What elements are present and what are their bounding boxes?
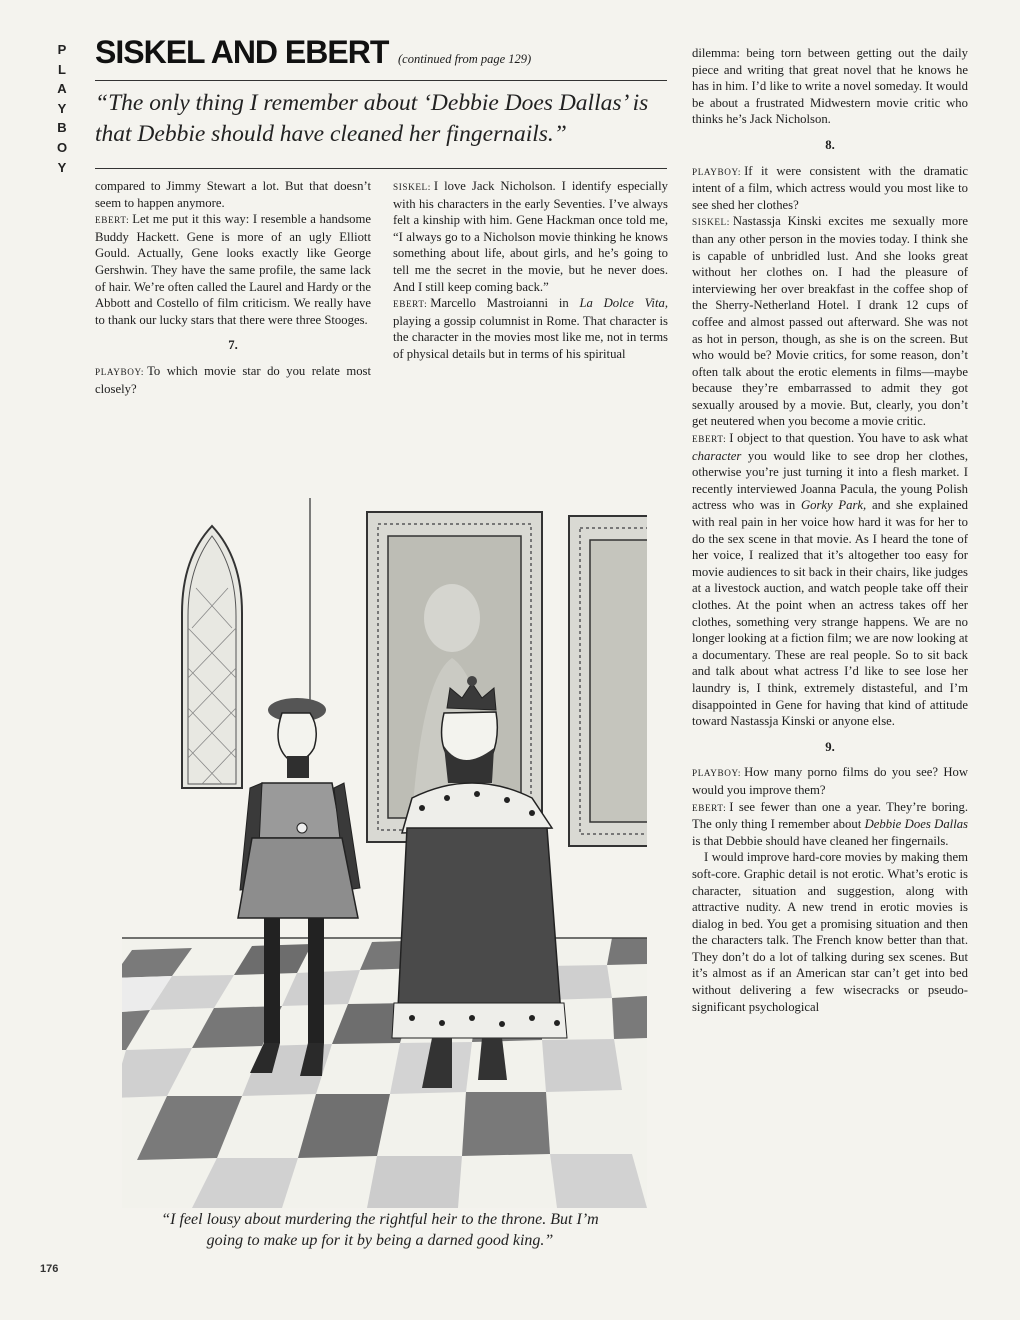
pull-quote: “The only thing I remember about ‘Debbie Does Dallas’ is that Debbie should have cleaned her fingernails.” — [95, 90, 649, 147]
paragraph: EBERT: Marcello Mastroianni in La Dolce Vita, playing a gossip columnist in Rome. That character is the character in the movies most like me, not in terms of physical details but in terms of his spiritual — [393, 296, 669, 361]
paragraph: SISKEL: Nastassja Kinski excites me sexually more than any other person in the movies today. I think she is capable of unbridled lust. And she looks great without her clothes on. I had the pleasure of interviewing her over breakfast in the coffee shop of the Sherry-Netherland Hotel. I drank 12 cups of coffee and almost passed out afterward. She was not as hot in person, though, as she is on the screen. But who would be? Movie critics, for some reason, don’t often talk about the erotic elements in films—maybe because they’re embarrassed to admit they got sexually aroused by a movie. But, clearly, you don’t get neutered when you become a movie critic. — [692, 214, 968, 429]
cartoon-illustration — [122, 498, 647, 1208]
continued-note: (continued from page 129) — [398, 52, 532, 66]
paragraph: EBERT: Let me put it this way: I resemble a handsome Buddy Hackett. Gene is more of an ugly Elliott Gould. Actually, Gene looks exactly like George Gershwin. They have the same profile, the same lack of hair. We’re often called the Laurel and Hardy or the Abbott and Costello of film criticism. We really have to thank our lucky stars that there were three Stooges. — [95, 212, 371, 327]
paragraph: EBERT: I see fewer than one a year. They’re boring. The only thing I remember about Debbie Does Dallas is that Debbie should have cleaned her fingernails. — [692, 799, 968, 848]
speaker-label: SISKEL: — [692, 217, 730, 228]
brand-letter: Y — [57, 159, 67, 175]
paragraph: SISKEL: I love Jack Nicholson. I identify especially with his characters in the early Seventies. I’ve always felt a kinship with him. Gene Hackman once told me, “I always go to a Nicholson movie thinking he knows something about life, about girls, and he’s going to tell me the secret in the movie, but he never does. And I still keep coming back.” — [393, 179, 668, 294]
paragraph: PLAYBOY: To which movie star do you relate most closely? — [95, 363, 371, 396]
brand-letter: L — [58, 61, 66, 77]
brand-letter: A — [57, 81, 67, 97]
brand-letter: P — [57, 42, 67, 57]
paragraph: PLAYBOY: How many porno films do you see? How would you improve them? — [692, 765, 968, 797]
paragraph: PLAYBOY: If it were consistent with the dramatic intent of a film, which actress would you most like to see shed her clothes? — [692, 163, 968, 212]
speaker-label: PLAYBOY: — [692, 768, 742, 779]
brand-letter: B — [57, 120, 67, 136]
pull-quote-rule — [95, 168, 667, 169]
brand-letter: O — [56, 139, 68, 155]
question-number: 7. — [228, 338, 238, 353]
article-title: SISKEL AND EBERT — [95, 34, 389, 70]
text-column-3 — [692, 45, 968, 1015]
gothic-window — [182, 526, 242, 788]
brand-letter: Y — [57, 100, 67, 116]
text-column-1 — [95, 178, 371, 397]
question-number: 9. — [825, 739, 835, 754]
page-number: 176 — [40, 1263, 59, 1275]
speaker-label: EBERT: — [95, 215, 130, 226]
second-frame — [569, 516, 647, 846]
speaker-label: EBERT: — [393, 299, 428, 310]
paragraph: I would improve hard-core movies by making them soft-core. Graphic detail is not erotic. What’s erotic is character, situation and suggestion, along with attractive nudity. A new trend in erotic movies is dialog in bed. You get a promising situation and then the characters talk. The French know better than that. They don’t do a lot of talking during sex scenes. But it’s almost as if an American star can’t get into bed without delivering a few wisecracks or pseudo-significant psychological — [692, 850, 968, 1014]
speaker-label: EBERT: — [692, 802, 727, 813]
speaker-label: PLAYBOY: — [95, 366, 145, 377]
paragraph: dilemma: being torn between getting out the daily piece and writing that great novel that he knows he has in him. I’d like to write a novel someday. It would be about a frustrated Midwestern movie critic who thinks he’s Jack Nicholson. — [692, 46, 968, 127]
question-number: 8. — [825, 137, 835, 152]
speaker-label: SISKEL: — [393, 182, 431, 192]
header-rule — [95, 80, 667, 81]
vertical-magazine-name — [50, 40, 74, 177]
cartoon-caption: “I feel lousy about murdering the rightful heir to the throne. But I’m going to make up for it by being a darned good king.” — [161, 1211, 599, 1249]
paragraph: compared to Jimmy Stewart a lot. But that doesn’t seem to happen anymore. — [95, 179, 371, 210]
paragraph: EBERT: I object to that question. You have to ask what character you would like to see drop her clothes, otherwise you’re just turning it into a flesh market. I recently interviewed Joanna Pacula, the young Polish actress who was in Gorky Park, and she explained with real pain in her voice how hard it was for her to do the sex scene in that movie. As I heard the tone of her voice, I realized that it’s altogether too easy for movie audiences to sit back in their chairs, like judges at a livestock auction, and watch people take off their clothes. At the point when an actress takes off her clothes, something very strange happens. We are no longer looking at a fiction film; we are now looking at a documentary. These are real people. So to sit back and talk about what actress I’d like to see lose her laundry is, I think, extremely distasteful, and I’m disappointed in Gene for having that kind of attitude toward Nastassja Kinski or anyone else. — [692, 431, 968, 729]
speaker-label: EBERT: — [692, 434, 727, 445]
checkered-floor — [122, 938, 647, 1208]
speaker-label: PLAYBOY: — [692, 166, 742, 177]
text-column-2 — [393, 178, 668, 363]
